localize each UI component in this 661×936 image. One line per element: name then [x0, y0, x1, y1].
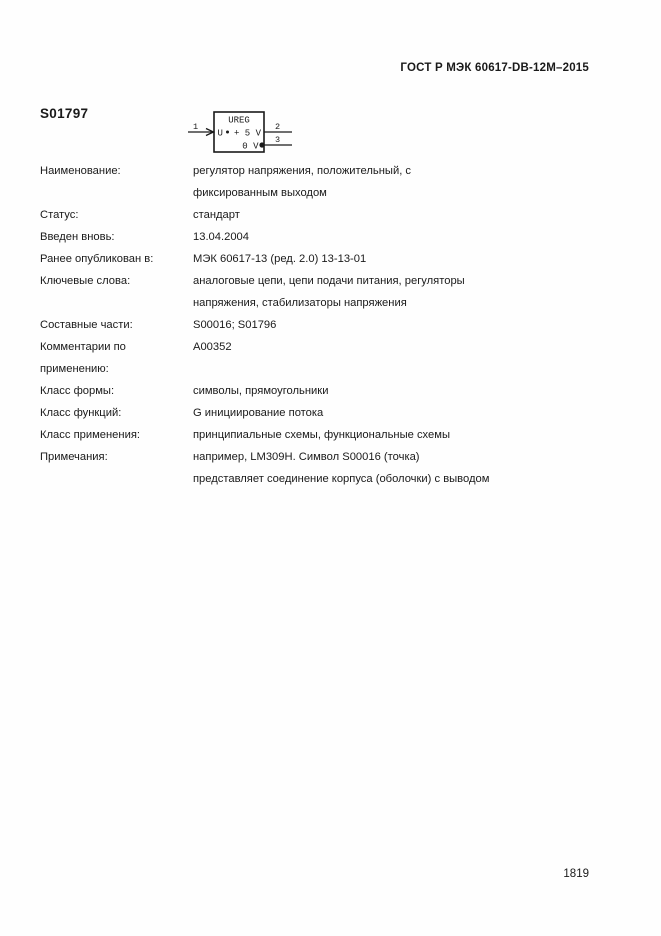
- property-value: [193, 380, 615, 402]
- property-value-line: стандарт: [193, 209, 240, 221]
- property-row: [40, 204, 615, 226]
- document-header-standard-reference: ГОСТ Р МЭК 60617-DB-12M–2015: [400, 62, 589, 74]
- property-label: Класс применения:: [40, 429, 140, 441]
- property-label: Ранее опубликован в:: [40, 253, 154, 265]
- property-value: [193, 270, 615, 314]
- property-value: [193, 446, 615, 490]
- property-row: [40, 424, 615, 446]
- property-value-line: аналоговые цепи, цепи подачи питания, регуляторы: [193, 275, 465, 287]
- symbol-diagram: [180, 105, 305, 163]
- property-value-line: фиксированным выходом: [193, 187, 327, 199]
- property-label: Комментарии по: [40, 341, 126, 353]
- property-value-line: напряжения, стабилизаторы напряжения: [193, 297, 407, 309]
- property-row: [40, 270, 615, 314]
- property-row: [40, 446, 615, 490]
- symbol-input-label: U: [217, 128, 223, 139]
- property-row-continuation: [40, 358, 615, 380]
- property-label: Класс функций:: [40, 407, 122, 419]
- property-value-line: например, LM309H. Символ S00016 (точка): [193, 451, 420, 463]
- property-value-line: символы, прямоугольники: [193, 385, 329, 397]
- symbol-ground-label: 0 V: [242, 141, 259, 152]
- property-row: [40, 336, 615, 358]
- property-row: [40, 248, 615, 270]
- property-value: [193, 248, 615, 270]
- symbol-output-label: + 5 V: [233, 128, 261, 139]
- property-row: [40, 402, 615, 424]
- page-number: 1819: [563, 868, 589, 880]
- property-label: Наименование:: [40, 165, 121, 177]
- symbol-properties-table: [40, 160, 615, 490]
- property-value-line: A00352: [193, 341, 232, 353]
- pin-2-number: 2: [275, 122, 281, 132]
- property-value-line: G инициирование потока: [193, 407, 324, 419]
- property-label: Статус:: [40, 209, 79, 221]
- property-value: [193, 226, 615, 248]
- symbol-box-label: UREG: [228, 115, 250, 126]
- property-value: [193, 424, 615, 446]
- property-label: Примечания:: [40, 451, 108, 463]
- property-label: Класс формы:: [40, 385, 115, 397]
- property-value: [193, 204, 615, 226]
- property-label: Введен вновь:: [40, 231, 115, 243]
- property-value-line: МЭК 60617-13 (ред. 2.0) 13-13-01: [193, 253, 367, 265]
- symbol-identifier: S01797: [40, 106, 89, 121]
- property-row: [40, 160, 615, 204]
- property-row: [40, 226, 615, 248]
- property-value: [193, 402, 615, 424]
- property-row: [40, 314, 615, 336]
- property-label-continuation: применению:: [40, 363, 109, 375]
- property-label: Составные части:: [40, 319, 133, 331]
- property-value: [193, 160, 615, 204]
- property-value: [193, 314, 615, 336]
- enclosure-connection-dot-icon: [259, 142, 264, 147]
- input-terminal-dot-icon: [226, 131, 229, 134]
- property-value-line: регулятор напряжения, положительный, с: [193, 165, 412, 177]
- pin-1-number: 1: [193, 122, 199, 132]
- property-label: Ключевые слова:: [40, 275, 131, 287]
- pin-3-number: 3: [275, 135, 281, 145]
- property-value-line: 13.04.2004: [193, 231, 249, 243]
- property-row: [40, 380, 615, 402]
- property-value-line: принципиальные схемы, функциональные схемы: [193, 429, 450, 441]
- property-value-line: S00016; S01796: [193, 319, 277, 331]
- property-value: [193, 336, 615, 358]
- property-value-line: представляет соединение корпуса (оболочки) с выводом: [193, 473, 490, 485]
